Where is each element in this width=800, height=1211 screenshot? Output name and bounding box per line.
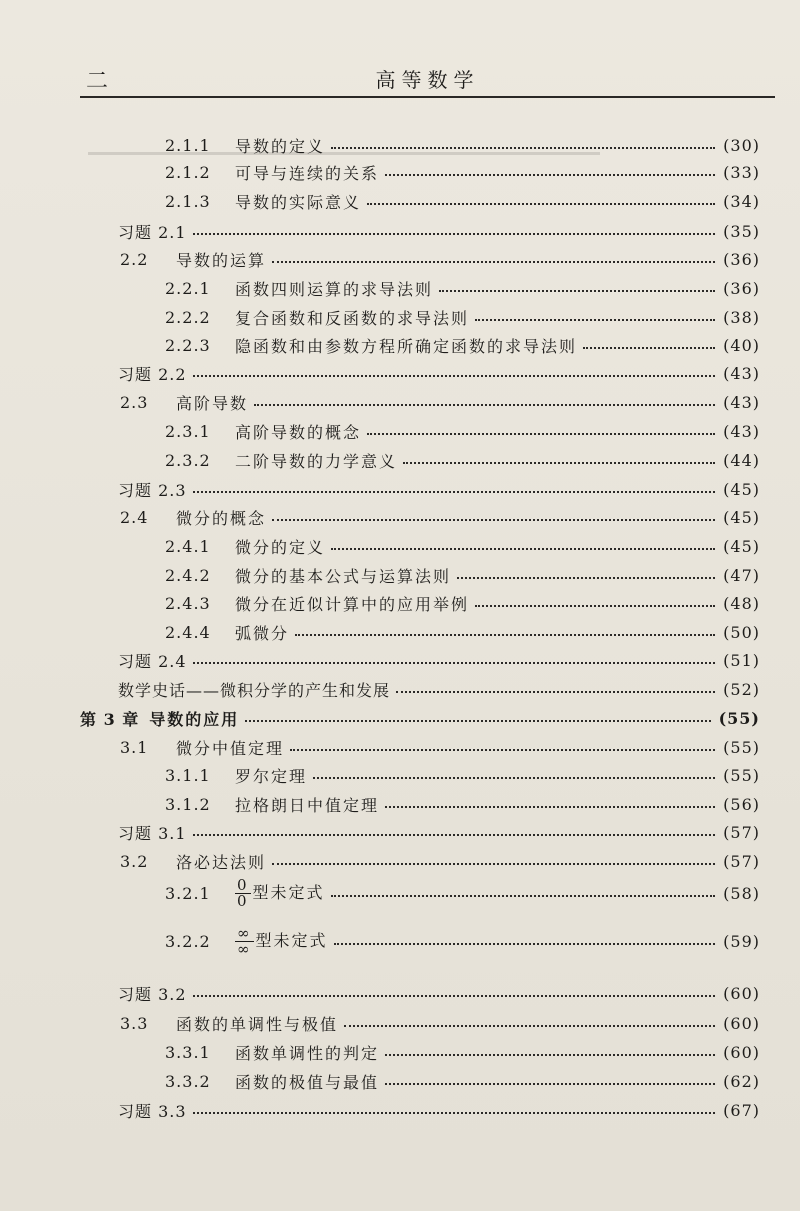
dot-leader xyxy=(396,691,715,693)
toc-entry-title-text: 微分的基本公式与运算法则 xyxy=(235,566,452,586)
toc-entry-page: (30) xyxy=(723,135,760,155)
toc-entry-title-text: 微分的概念 xyxy=(176,508,267,528)
toc-entry-sub xyxy=(165,330,760,360)
toc-entry-title xyxy=(176,506,266,529)
toc-entry-page: (36) xyxy=(723,278,760,298)
toc-entry-number: 2.4 xyxy=(120,507,149,527)
fraction-symbol xyxy=(235,875,251,910)
fraction-numerator: ∞ xyxy=(237,923,252,942)
toc-entry-sub xyxy=(165,445,760,475)
toc-entry-page: (43) xyxy=(723,392,760,412)
toc-entry-page: (56) xyxy=(723,794,760,814)
toc-entry-title-text: 习题 3.1 xyxy=(118,823,187,843)
toc-entry-number: 3.3 xyxy=(120,1013,149,1033)
fraction-denominator: ∞ xyxy=(237,939,252,958)
dot-leader xyxy=(193,834,716,836)
toc-entry-title-text: 习题 2.2 xyxy=(118,364,187,384)
dot-leader xyxy=(385,806,715,808)
toc-entry-number: 2.1.2 xyxy=(165,162,211,182)
dot-leader xyxy=(334,943,716,945)
dot-leader xyxy=(313,777,715,779)
toc-entry-sub xyxy=(165,273,760,303)
toc-entry-title-text: 函数的单调性与极值 xyxy=(176,1014,339,1034)
toc-entry-title-text: 函数四则运算的求导法则 xyxy=(235,279,434,299)
toc-entry-title-text: 弧微分 xyxy=(235,623,290,643)
dot-leader xyxy=(272,863,715,865)
toc-entry-title-text: 微分在近似计算中的应用举例 xyxy=(235,594,470,614)
toc-entry-page: (34) xyxy=(723,191,760,211)
toc-entry-page: (51) xyxy=(723,650,760,670)
toc-entry-page: (60) xyxy=(723,983,760,1003)
toc-entry-number: 2.2.1 xyxy=(165,278,211,298)
toc-entry-section xyxy=(120,732,760,762)
toc-entry-number: 3.3.1 xyxy=(165,1042,211,1062)
toc-entry-number: 2.4.4 xyxy=(165,622,211,642)
toc-entry-title xyxy=(118,362,187,385)
toc-entry-number: 2.4.1 xyxy=(165,536,211,556)
toc-entry-section xyxy=(120,387,760,417)
dot-leader xyxy=(439,290,715,292)
toc-entry-number: 2.2.2 xyxy=(165,307,211,327)
toc-entry-sub xyxy=(165,1037,760,1067)
toc-entry-title-text: 洛必达法则 xyxy=(176,852,267,872)
book-title: 高等数学 xyxy=(375,68,480,92)
toc-entry-page: (55) xyxy=(723,765,760,785)
toc-entry-title xyxy=(176,1012,338,1035)
toc-entry-number: 3.1.2 xyxy=(165,794,211,814)
toc-entry-title-text: 微分中值定理 xyxy=(176,738,285,758)
toc-entry-page: (58) xyxy=(723,883,760,903)
toc-entry-title xyxy=(176,248,266,271)
toc-entry-sub xyxy=(165,186,760,216)
toc-entry-title-text: 型未定式 xyxy=(255,930,328,950)
toc-entry-title xyxy=(235,764,307,787)
toc-entry-page: (60) xyxy=(723,1042,760,1062)
toc-entry-title xyxy=(118,649,187,672)
dot-leader xyxy=(193,491,716,493)
dot-leader xyxy=(254,404,715,406)
toc-entry-number: 2.4.3 xyxy=(165,593,211,613)
toc-entry-title xyxy=(235,1041,379,1064)
toc-entry-title xyxy=(118,478,187,501)
toc-entry-title xyxy=(235,793,379,816)
toc-entry-number: 3.2.2 xyxy=(165,931,211,951)
toc-entry-title xyxy=(235,161,379,184)
toc-entry-number: 3.3.2 xyxy=(165,1071,211,1091)
dot-leader xyxy=(272,519,715,521)
toc-entry-number: 3.1 xyxy=(120,737,149,757)
toc-entry-page: (52) xyxy=(723,679,760,699)
toc-entry-number: 3.2.1 xyxy=(165,883,211,903)
toc-entry-page: (50) xyxy=(723,622,760,642)
page-number: 二 xyxy=(86,69,111,94)
toc-entry-number: 2.2.3 xyxy=(165,335,211,355)
toc-entry-title-text: 可导与连续的关系 xyxy=(235,163,380,183)
toc-entry-title xyxy=(235,592,469,615)
toc-entry-title-text: 习题 2.1 xyxy=(118,222,187,242)
toc-entry-sub xyxy=(165,531,760,561)
toc-entry-plain xyxy=(118,674,760,704)
dot-leader xyxy=(475,605,715,607)
toc-entry-title xyxy=(235,875,325,910)
toc-entry-title-text: 隐函数和由参数方程所确定函数的求导法则 xyxy=(235,336,578,356)
toc-entry-title-text: 高阶导数 xyxy=(176,393,249,413)
toc-entry-title-text: 习题 3.2 xyxy=(118,984,187,1004)
toc-entry-section xyxy=(120,502,760,532)
dot-leader xyxy=(193,662,716,664)
toc-entry-sub xyxy=(165,1066,760,1096)
dot-leader xyxy=(295,634,715,636)
toc-entry-page: (57) xyxy=(723,851,760,871)
dot-leader xyxy=(290,749,715,751)
toc-entry-sub xyxy=(165,789,760,819)
toc-entry-title-text: 习题 2.3 xyxy=(118,480,187,500)
toc-entry-page: (55) xyxy=(723,737,760,757)
toc-entry-sub xyxy=(165,130,760,160)
toc-entry-number: 2.4.2 xyxy=(165,565,211,585)
toc-entry-page: (35) xyxy=(723,221,760,241)
toc-entry-sub xyxy=(165,416,760,446)
dot-leader xyxy=(331,147,715,149)
toc-entry-title xyxy=(235,1070,379,1093)
toc-entry-title xyxy=(118,982,187,1005)
fraction-numerator: 0 xyxy=(237,875,249,894)
toc-entry-sub xyxy=(165,617,760,647)
toc-entry-page: (43) xyxy=(723,421,760,441)
toc-entry-section xyxy=(120,1008,760,1038)
toc-entry-title-text: 微分的定义 xyxy=(235,537,326,557)
toc-entry-exercise xyxy=(118,474,760,504)
toc-entry-number: 2.3.2 xyxy=(165,450,211,470)
toc-entry-title-text: 导数的运算 xyxy=(176,250,267,270)
dot-leader xyxy=(475,319,715,321)
dot-leader xyxy=(331,895,716,897)
dot-leader xyxy=(193,995,716,997)
toc-entry-title xyxy=(149,707,239,730)
toc-entry-title xyxy=(235,564,451,587)
toc-entry-page: (43) xyxy=(723,363,760,383)
fraction-symbol xyxy=(235,923,254,958)
toc-entry-title xyxy=(235,190,361,213)
toc-entry-title-text: 拉格朗日中值定理 xyxy=(235,795,380,815)
toc-entry-title xyxy=(235,535,325,558)
toc-entry-exercise xyxy=(118,358,760,388)
toc-entry-sub xyxy=(165,157,760,187)
toc-entry-exercise xyxy=(118,216,760,246)
toc-entry-chapter xyxy=(80,703,760,733)
toc-entry-title xyxy=(235,621,289,644)
dot-leader xyxy=(193,375,716,377)
toc-entry-page: (33) xyxy=(723,162,760,182)
toc-entry-title-text: 导数的定义 xyxy=(235,136,326,156)
dot-leader xyxy=(385,1054,715,1056)
dot-leader xyxy=(245,720,710,722)
toc-entry-exercise xyxy=(118,978,760,1008)
toc-entry-page: (55) xyxy=(718,708,760,728)
dot-leader xyxy=(385,174,715,176)
toc-entry-page: (62) xyxy=(723,1071,760,1091)
toc-entry-page: (36) xyxy=(723,249,760,269)
toc-entry-title-text: 高阶导数的概念 xyxy=(235,422,362,442)
toc-entry-page: (67) xyxy=(723,1100,760,1120)
dot-leader xyxy=(193,1112,716,1114)
dot-leader xyxy=(403,462,715,464)
toc-entry-title-text: 型未定式 xyxy=(252,882,325,902)
toc-entry-number: 2.2 xyxy=(120,249,149,269)
toc-entry-title xyxy=(235,449,397,472)
toc-entry-title xyxy=(118,821,187,844)
toc-entry-page: (40) xyxy=(723,335,760,355)
toc-entry-title xyxy=(176,391,248,414)
toc-entry-title-text: 函数单调性的判定 xyxy=(235,1043,380,1063)
toc-entry-sub xyxy=(165,560,760,590)
toc-entry-number: 2.3 xyxy=(120,392,149,412)
toc-entry-title xyxy=(235,134,325,157)
toc-entry-title xyxy=(235,277,433,300)
dot-leader xyxy=(331,548,715,550)
dot-leader xyxy=(583,347,715,349)
toc-entry-page: (59) xyxy=(723,931,760,951)
toc-entry-title-text: 复合函数和反函数的求导法则 xyxy=(235,308,470,328)
toc-entry-sub xyxy=(165,760,760,790)
dot-leader xyxy=(385,1083,715,1085)
dot-leader xyxy=(367,203,715,205)
toc-entry-sub xyxy=(165,868,760,918)
toc-entry-title xyxy=(118,220,187,243)
toc-entry-page: (38) xyxy=(723,307,760,327)
toc-entry-title-text: 函数的极值与最值 xyxy=(235,1072,380,1092)
toc-entry-number: 第 3 章 xyxy=(80,709,140,729)
toc-entry-page: (47) xyxy=(723,565,760,585)
toc-entry-page: (48) xyxy=(723,593,760,613)
dot-leader xyxy=(367,433,715,435)
toc-entry-exercise xyxy=(118,817,760,847)
toc-entry-page: (45) xyxy=(723,536,760,556)
toc-entry-title-text: 导数的实际意义 xyxy=(235,192,362,212)
toc-entry-title-text: 习题 2.4 xyxy=(118,651,187,671)
toc-entry-page: (45) xyxy=(723,507,760,527)
toc-entry-page: (45) xyxy=(723,479,760,499)
toc-entry-number: 3.1.1 xyxy=(165,765,211,785)
fraction-denominator: 0 xyxy=(237,891,249,910)
dot-leader xyxy=(272,261,715,263)
toc-entry-title xyxy=(235,923,328,958)
toc-entry-exercise xyxy=(118,645,760,675)
toc-entry-section xyxy=(120,244,760,274)
dot-leader xyxy=(193,233,716,235)
toc-entry-title-text: 二阶导数的力学意义 xyxy=(235,451,398,471)
toc-entry-title-text: 导数的应用 xyxy=(149,709,240,729)
toc-entry-title xyxy=(235,306,469,329)
toc-entry-title-text: 习题 3.3 xyxy=(118,1101,187,1121)
toc-entry-title-text: 罗尔定理 xyxy=(235,766,308,786)
toc-entry-title xyxy=(235,334,577,357)
toc-entry-number: 2.3.1 xyxy=(165,421,211,441)
toc-entry-title xyxy=(176,736,284,759)
toc-entry-number: 3.2 xyxy=(120,851,149,871)
toc-entry-page: (60) xyxy=(723,1013,760,1033)
toc-entry-title xyxy=(118,678,390,701)
dot-leader xyxy=(457,577,715,579)
toc-entry-sub xyxy=(165,588,760,618)
toc-entry-title xyxy=(118,1099,187,1122)
toc-entry-sub xyxy=(165,302,760,332)
toc-entry-page: (57) xyxy=(723,822,760,842)
dot-leader xyxy=(344,1025,715,1027)
toc-entry-exercise xyxy=(118,1095,760,1125)
toc-entry-page: (44) xyxy=(723,450,760,470)
toc-entry-title-text: 数学史话——微积分学的产生和发展 xyxy=(118,680,391,700)
toc-entry-number: 2.1.1 xyxy=(165,135,211,155)
toc-entry-sub xyxy=(165,916,760,966)
toc-entry-number: 2.1.3 xyxy=(165,191,211,211)
toc-entry-title xyxy=(235,420,361,443)
